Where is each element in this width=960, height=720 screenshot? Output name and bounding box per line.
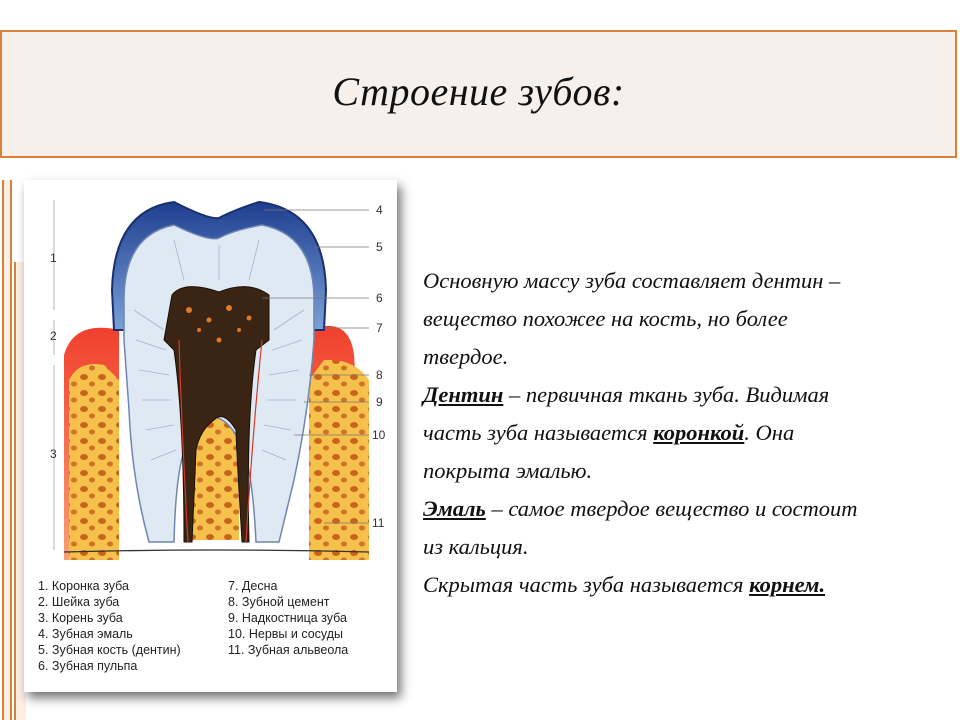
- text-fragment: – первичная ткань зуба. Видимая: [503, 382, 830, 407]
- text-line: Основную массу зуба составляет дентин –: [423, 268, 841, 293]
- text-line: [423, 566, 953, 604]
- legend-column-right: [228, 578, 348, 658]
- legend-item: 10. Нервы и сосуды: [228, 627, 344, 641]
- text-fragment: часть зуба называется: [423, 420, 654, 445]
- text-fragment: – самое твердое вещество и состоит: [485, 496, 858, 521]
- keyword-root: корнем.: [749, 572, 826, 597]
- label-10: 10: [372, 428, 386, 442]
- text-line: покрыта эмалью.: [423, 458, 593, 483]
- text-line: [423, 490, 953, 528]
- label-1: 1: [50, 251, 57, 265]
- label-9: 9: [376, 395, 383, 409]
- label-3: 3: [50, 447, 57, 461]
- body-text: [423, 262, 953, 604]
- slide-title: Строение зубов:: [332, 69, 625, 114]
- text-line: вещество похожее на кость, но более: [423, 306, 788, 331]
- text-line: [423, 376, 953, 414]
- legend-item: 7. Десна: [228, 579, 278, 593]
- legend-item: 3. Корень зуба: [38, 611, 123, 625]
- text-line: из кальция.: [423, 534, 529, 559]
- text-fragment: Скрытая часть зуба называется: [423, 572, 750, 597]
- label-5: 5: [376, 240, 383, 254]
- text-line: твердое.: [423, 344, 509, 369]
- text-line: [423, 414, 953, 452]
- tooth-figure-panel: [24, 180, 397, 692]
- label-11: 11: [372, 516, 385, 530]
- label-7: 7: [376, 321, 383, 335]
- legend-item: 11. Зубная альвеола: [228, 643, 349, 657]
- legend-item: 1. Коронка зуба: [38, 579, 129, 593]
- legend-item: 5. Зубная кость (дентин): [38, 643, 181, 657]
- legend-item: 4. Зубная эмаль: [38, 627, 133, 641]
- legend-column-left: [38, 578, 181, 674]
- label-4: 4: [376, 203, 383, 217]
- keyword-crown: коронкой: [653, 420, 745, 445]
- bone-left: [69, 364, 119, 560]
- legend-item: 8. Зубной цемент: [228, 595, 330, 609]
- keyword-dentin: Дентин: [423, 382, 504, 407]
- label-6: 6: [376, 291, 383, 305]
- legend-item: 2. Шейка зуба: [38, 595, 120, 609]
- legend-item: 9. Надкостница зуба: [228, 611, 347, 625]
- tooth-diagram: [24, 180, 397, 575]
- bone-right: [309, 360, 369, 560]
- label-2: 2: [50, 329, 57, 343]
- legend-item: 6. Зубная пульпа: [38, 659, 138, 673]
- text-fragment: . Она: [744, 420, 795, 445]
- title-bar: [0, 30, 957, 158]
- keyword-enamel: Эмаль: [423, 496, 486, 521]
- decorative-border: [2, 180, 12, 720]
- label-8: 8: [376, 368, 383, 382]
